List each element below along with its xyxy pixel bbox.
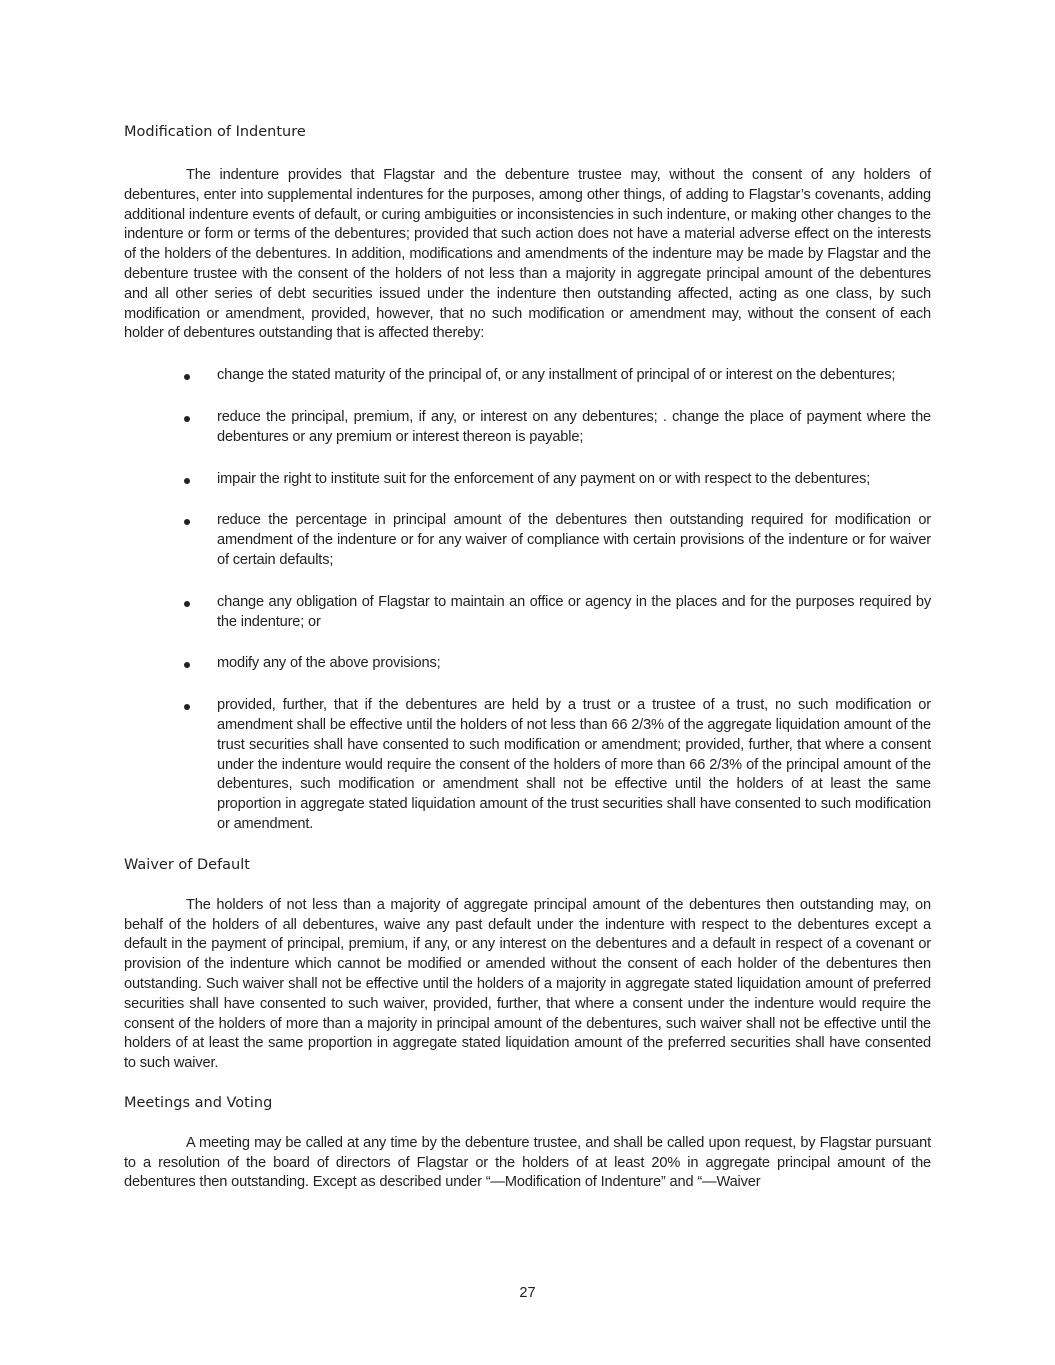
bullet-icon [184, 601, 190, 607]
bullet-icon [184, 704, 190, 710]
list-item [124, 470, 931, 490]
bullet-icon [184, 662, 190, 668]
bullet-icon [184, 416, 190, 422]
list-item [124, 654, 931, 674]
section-heading-modification: Modification of Indenture [124, 124, 306, 140]
paragraph-modification: The indenture provides that Flagstar and the debenture trustee may, without the consent of any holders of debentures, enter into supplemental indentures for the purposes, among other things, of adding to Flagstar’s covenants, adding additional indenture events of default, or curing ambiguities or inconsistencies in such indenture, or making other changes to the indenture or form or terms of the debentures; provided that such action does not have a material adverse effect on the interests of the holders of the debentures. In addition, modifications and amendments of the indenture may be made by Flagstar and the debenture trustee with the consent of the holders of not less than a majority in aggregate principal amount of the debentures and all other series of debt securities issued under the indenture then outstanding affected, acting as one class, by such modification or amendment, provided, however, that no such modification or amendment may, without the consent of each holder of debentures outstanding that is affected thereby: [124, 167, 931, 342]
list-item [124, 408, 931, 448]
list-item [124, 593, 931, 633]
section-heading-waiver: Waiver of Default [124, 856, 250, 873]
list-item-text: impair the right to institute suit for the enforcement of any payment on or with respect to the debentures; [217, 470, 871, 487]
bullet-icon [184, 519, 190, 525]
section-heading-meetings: Meetings and Voting [124, 1094, 273, 1111]
paragraph-waiver: The holders of not less than a majority of aggregate principal amount of the debentures then outstanding may, on behalf of the holders of all debentures, waive any past default under the indenture with respect to the debentures except a default in the payment of principal, premium, if any, or any interest on the debentures and a default in respect of a covenant or provision of the indenture which cannot be modified or amended without the consent of each holder of the debentures then outstanding. Such waiver shall not be effective until the holders of a majority in aggregate stated liquidation amount of preferred securities shall have consented to such waiver, provided, further, that where a consent under the indenture would require the consent of the holders of more than a majority in principal amount of the debentures, such waiver shall not be effective until the holders of at least the same proportion in aggregate stated liquidation amount of the preferred securities shall have consented to such waiver. [124, 896, 931, 1072]
page-content [124, 122, 931, 1193]
list-item [124, 696, 931, 835]
list-item-text: modify any of the above provisions; [217, 655, 441, 672]
modification-bullet-list [124, 366, 931, 835]
list-item-text: reduce the principal, premium, if any, or interest on any debentures; . change the place of payment where the debentures or any premium or interest thereon is payable; [217, 408, 931, 445]
list-item [124, 366, 931, 386]
list-item-text: change any obligation of Flagstar to maintain an office or agency in the places and for the purposes required by the indenture; or [217, 593, 931, 630]
paragraph-meetings: A meeting may be called at any time by the debenture trustee, and shall be called upon request, by Flagstar pursuant to a resolution of the board of directors of Flagstar or the holders of at least 20% in aggregate principal amount of the debentures then outstanding. Except as described under “—Modification of Indenture” and “—Waiver [124, 1134, 931, 1191]
list-item [124, 511, 931, 570]
list-item-text: reduce the percentage in principal amount of the debentures then outstanding required for modification or amendment of the indenture or for any waiver of compliance with certain provisions of the indenture or for waiver of certain defaults; [217, 512, 931, 568]
bullet-icon [184, 478, 190, 484]
page-number: 27 [519, 1285, 536, 1301]
list-item-text: provided, further, that if the debentures are held by a trust or a trustee of a trust, no such modification or amendment shall be effective until the holders of not less than 66 2/3% of the aggregate liquidation amount of the trust securities shall have consented to such modification or amendment; provided, further, that where a consent under the indenture would require the consent of the holders of more than 66 2/3% of the principal amount of the debentures, such modification or amendment shall not be effective until the holders of at least the same proportion in aggregate stated liquidation amount of the trust securities shall have consented to such modification or amendment. [217, 697, 931, 832]
list-item-text: change the stated maturity of the principal of, or any installment of principal of or interest on the debentures; [217, 367, 896, 384]
bullet-icon [184, 374, 190, 380]
